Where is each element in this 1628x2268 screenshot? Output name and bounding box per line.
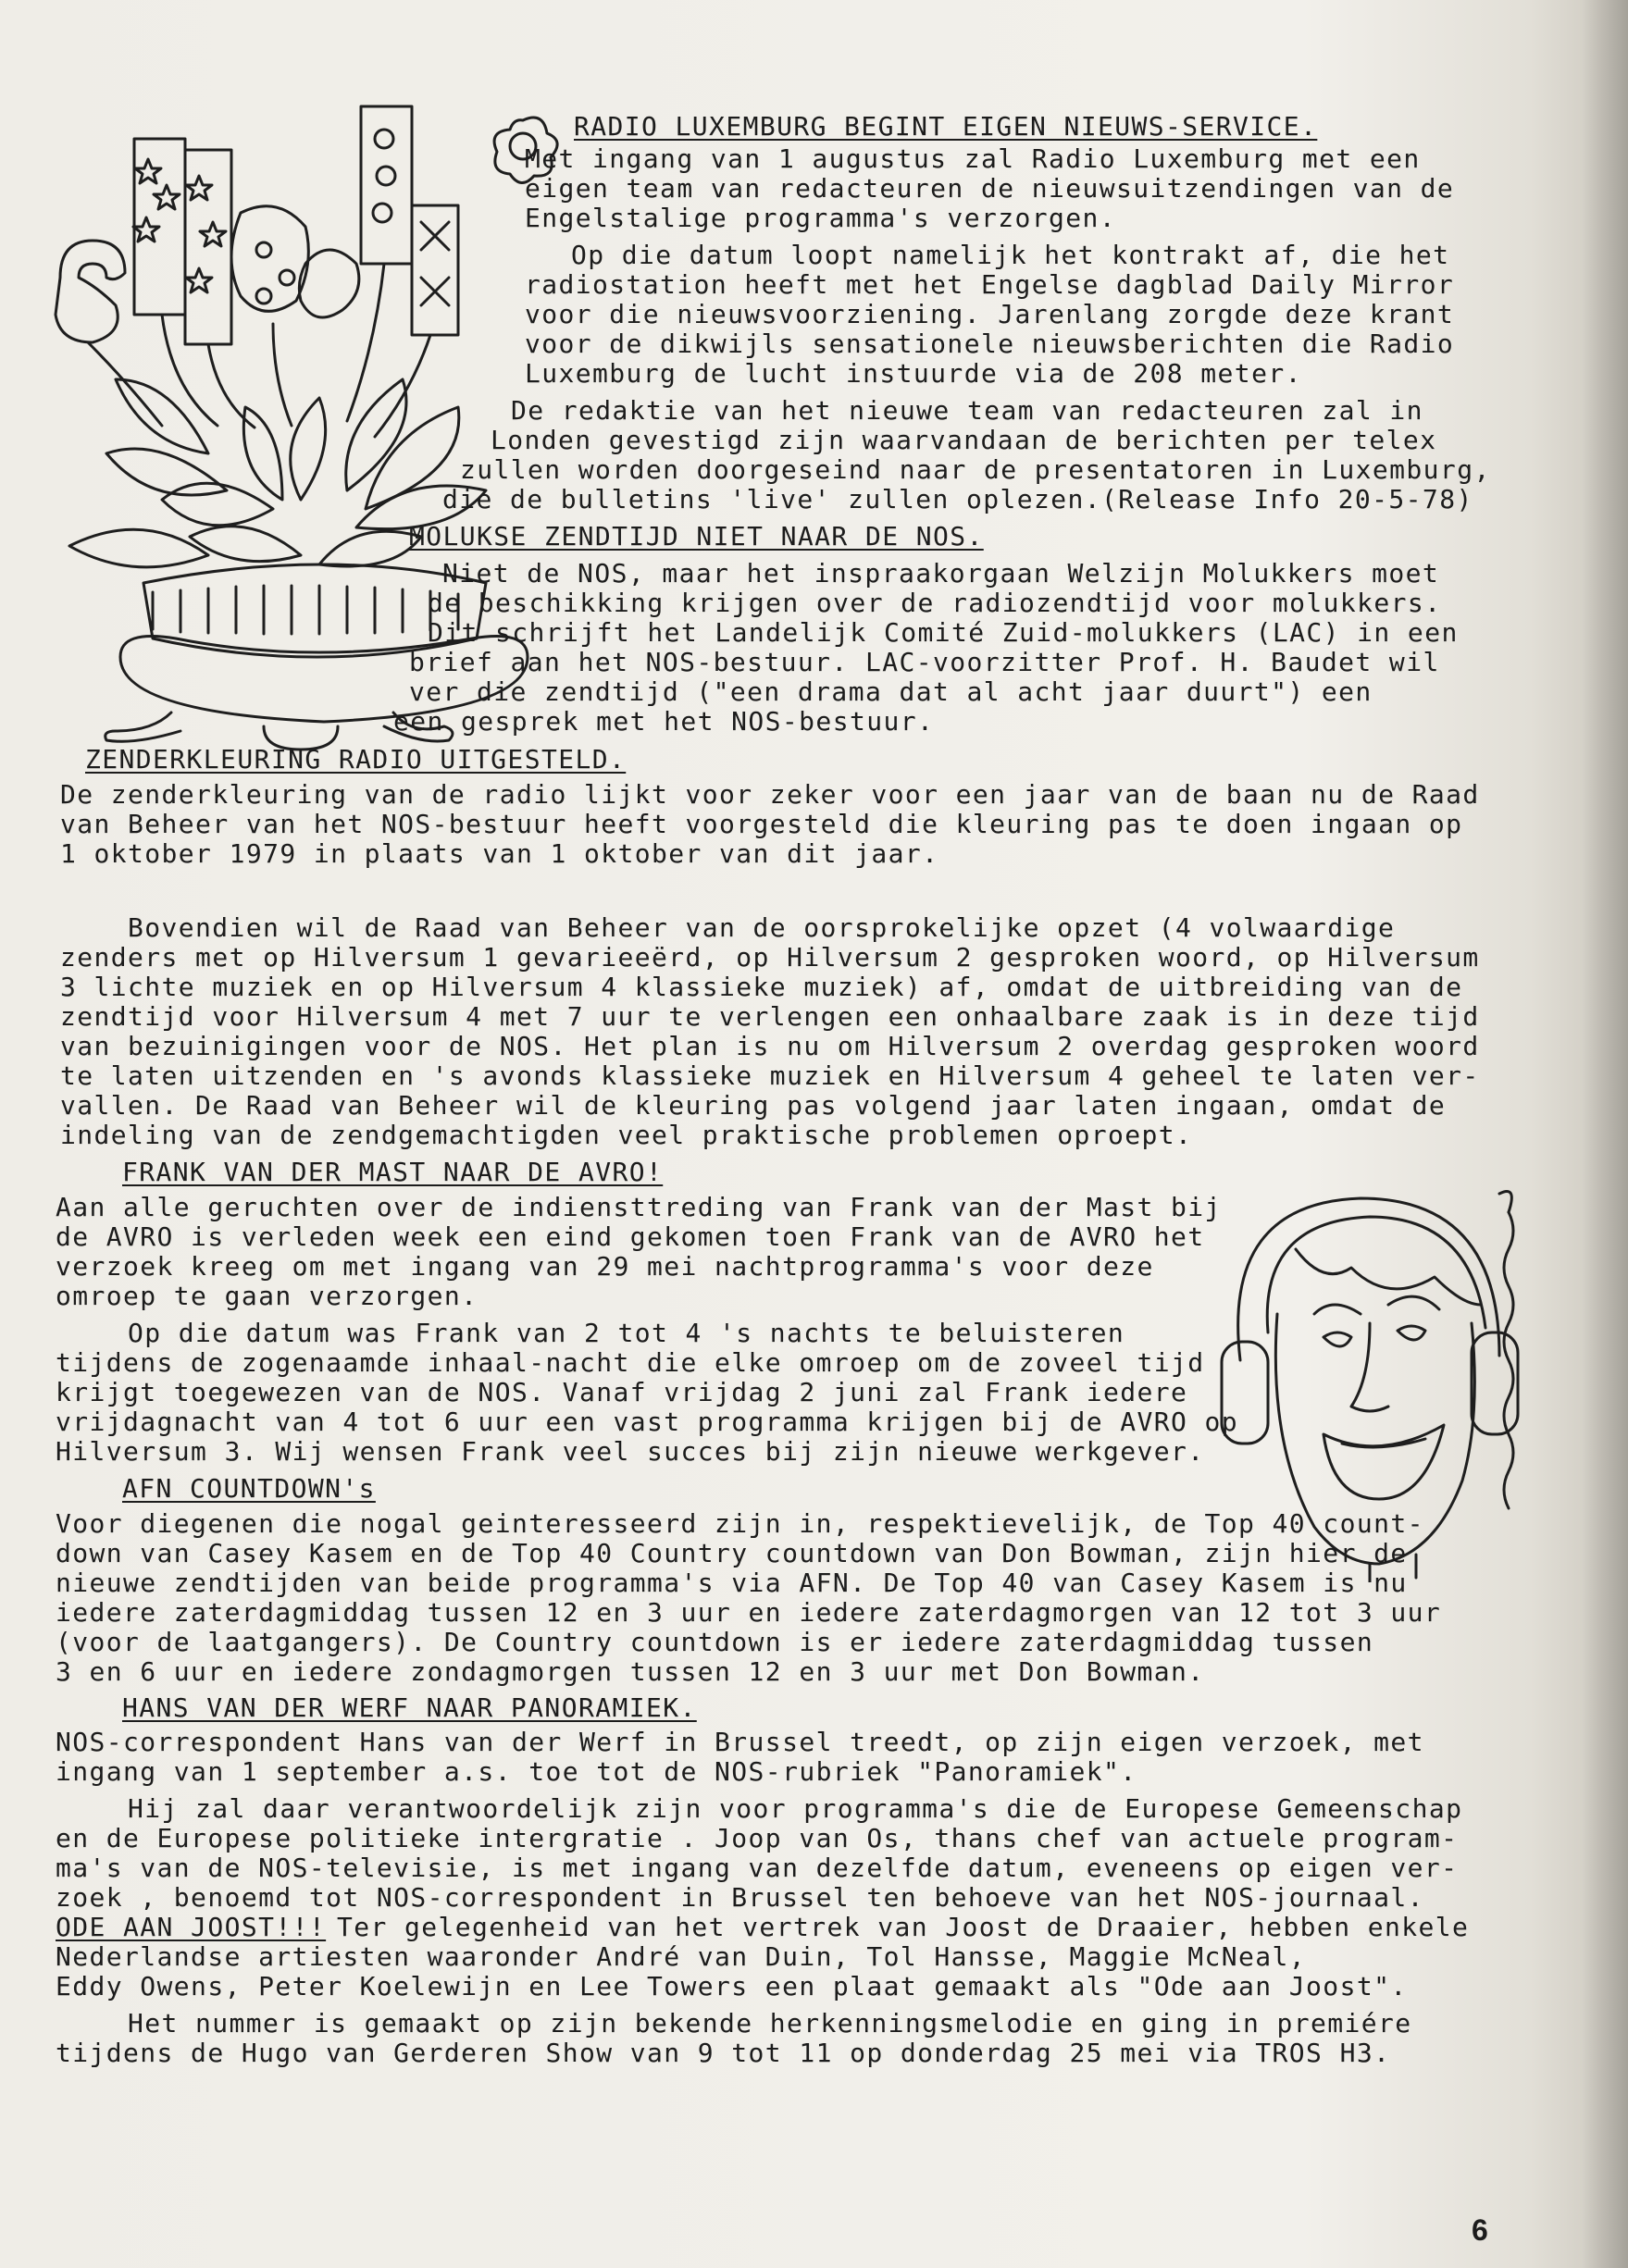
text-line: voor die nieuwsvoorziening. Jarenlang zorgde deze krant bbox=[525, 299, 1455, 329]
text-line: Het nummer is gemaakt op zijn bekende herkenningsmelodie en ging in premiére bbox=[128, 2008, 1412, 2039]
text-line: Nederlandse artiesten waaronder André van Duin, Tol Hansse, Maggie McNeal, bbox=[56, 1941, 1307, 1972]
text-line: Luxemburg de lucht instuurde via de 208 meter. bbox=[525, 358, 1302, 389]
section-heading: AFN COUNTDOWN's bbox=[122, 1473, 376, 1504]
text-line: Op die datum loopt namelijk het kontrakt af, die het bbox=[571, 240, 1450, 270]
text-line: 1 oktober 1979 in plaats van 1 oktober van dit jaar. bbox=[60, 838, 939, 869]
text-line: iedere zaterdagmiddag tussen 12 en 3 uur en iedere zaterdagmorgen van 12 tot 3 uur bbox=[56, 1597, 1442, 1628]
text-line: omroep te gaan verzorgen. bbox=[56, 1281, 478, 1311]
text-line: Hilversum 3. Wij wensen Frank veel succes bij zijn nieuwe werkgever. bbox=[56, 1436, 1205, 1467]
text-line: de beschikking krijgen over de radiozendtijd voor molukkers. bbox=[428, 588, 1442, 618]
text-line: een gesprek met het NOS-bestuur. bbox=[393, 706, 935, 737]
section-heading: RADIO LUXEMBURG BEGINT EIGEN NIEUWS-SERVICE. bbox=[574, 111, 1318, 142]
text-line: (voor de laatgangers). De Country countdown is er iedere zaterdagmiddag tussen bbox=[56, 1627, 1374, 1657]
text-line: ma's van de NOS-televisie, is met ingang van dezelfde datum, eveneens op eigen ver- bbox=[56, 1853, 1459, 1883]
text-line: NOS-correspondent Hans van der Werf in Brussel treedt, op zijn eigen verzoek, met bbox=[56, 1727, 1424, 1757]
text-line: voor de dikwijls sensationele nieuwsberichten die Radio bbox=[525, 328, 1455, 359]
text-line: ver die zendtijd ("een drama dat al acht jaar duurt") een bbox=[409, 676, 1373, 707]
page-number: 6 bbox=[1472, 2213, 1488, 2247]
text-line: De redaktie van het nieuwe team van redacteuren zal in bbox=[511, 395, 1423, 426]
text-line: eigen team van redacteuren de nieuwsuitzendingen van de bbox=[525, 173, 1455, 204]
text-line: van bezuinigingen voor de NOS. Het plan is nu om Hilversum 2 overdag gesproken woord bbox=[60, 1031, 1480, 1061]
text-line: indeling van de zendgemachtigden veel praktische problemen oproept. bbox=[60, 1120, 1193, 1150]
text-line: zendtijd voor Hilversum 4 met 7 uur te verlengen een onhaalbare zaak is in deze tijd bbox=[60, 1001, 1480, 1032]
text-line: Voor diegenen die nogal geinteresseerd zijn in, respektievelijk, de Top 40 count- bbox=[56, 1508, 1424, 1539]
text-line: 3 en 6 uur en iedere zondagmorgen tussen 12 en 3 uur met Don Bowman. bbox=[56, 1656, 1205, 1687]
text-line: tijdens de Hugo van Gerderen Show van 9 tot 11 op donderdag 25 mei via TROS H3. bbox=[56, 2038, 1391, 2068]
text-line: van Beheer van het NOS-bestuur heeft voorgesteld die kleuring pas te doen ingaan op bbox=[60, 809, 1463, 839]
text-line: Niet de NOS, maar het inspraakorgaan Welzijn Molukkers moet bbox=[442, 558, 1440, 589]
text-line: Aan alle geruchten over de indiensttreding van Frank van der Mast bij bbox=[56, 1192, 1222, 1222]
section-heading: MOLUKSE ZENDTIJD NIET NAAR DE NOS. bbox=[409, 521, 984, 552]
text-line: brief aan het NOS-bestuur. LAC-voorzitter Prof. H. Baudet wil bbox=[409, 647, 1440, 677]
section-heading: HANS VAN DER WERF NAAR PANORAMIEK. bbox=[122, 1692, 697, 1723]
text-line: die de bulletins 'live' zullen oplezen.(Release Info 20-5-78) bbox=[442, 484, 1473, 514]
text-line: zenders met op Hilversum 1 gevarieeërd, op Hilversum 2 gesproken woord, op Hilversum bbox=[60, 942, 1480, 973]
text-line: Hij zal daar verantwoordelijk zijn voor programma's die de Europese Gemeenschap bbox=[128, 1793, 1463, 1824]
text-line: zoek , benoemd tot NOS-correspondent in Brussel ten behoeve van het NOS-journaal. bbox=[56, 1882, 1424, 1913]
text-line: Eddy Owens, Peter Koelewijn en Lee Towers een plaat gemaakt als "Ode aan Joost". bbox=[56, 1971, 1408, 2002]
text-line: down van Casey Kasem en de Top 40 Country countdown van Don Bowman, zijn hier de bbox=[56, 1538, 1408, 1568]
section-heading: ZENDERKLEURING RADIO UITGESTELD. bbox=[85, 744, 627, 775]
text-line: De zenderkleuring van de radio lijkt voor zeker voor een jaar van de baan nu de Raad bbox=[60, 779, 1480, 810]
text-line: Engelstalige programma's verzorgen. bbox=[525, 203, 1117, 233]
text-line: nieuwe zendtijden van beide programma's via AFN. De Top 40 van Casey Kasem is nu bbox=[56, 1568, 1408, 1598]
text-line: zullen worden doorgeseind naar de presentatoren in Luxemburg, bbox=[460, 454, 1491, 485]
text-line: verzoek kreeg om met ingang van 29 mei nachtprogramma's voor deze bbox=[56, 1251, 1154, 1282]
text-line: ingang van 1 september a.s. toe tot de NOS-rubriek "Panoramiek". bbox=[56, 1756, 1137, 1787]
text-line: 3 lichte muziek en op Hilversum 4 klassieke muziek) af, omdat de uitbreiding van de bbox=[60, 972, 1463, 1002]
text-line: Ter gelegenheid van het vertrek van Joost de Draaier, hebben enkele bbox=[337, 1912, 1470, 1942]
text-line: radiostation heeft met het Engelse dagblad Daily Mirror bbox=[525, 269, 1455, 300]
section-heading: ODE AAN JOOST!!! bbox=[56, 1912, 327, 1942]
text-line: vallen. De Raad van Beheer wil de kleuring pas volgend jaar laten ingaan, omdat de bbox=[60, 1090, 1447, 1121]
text-line: te laten uitzenden en 's avonds klassieke muziek en Hilversum 4 geheel te laten ver- bbox=[60, 1060, 1480, 1091]
text-line: Dit schrijft het Landelijk Comité Zuid-molukkers (LAC) in een bbox=[428, 617, 1459, 648]
text-line: en de Europese politieke intergratie . Joop van Os, thans chef van actuele program- bbox=[56, 1823, 1459, 1853]
text-line: Op die datum was Frank van 2 tot 4 's nachts te beluisteren bbox=[128, 1318, 1125, 1348]
text-line: krijgt toegewezen van de NOS. Vanaf vrijdag 2 juni zal Frank iedere bbox=[56, 1377, 1188, 1407]
page-fold-shadow bbox=[1582, 0, 1628, 2268]
text-line: Bovendien wil de Raad van Beheer van de oorsprokelijke opzet (4 volwaardige bbox=[128, 912, 1396, 943]
text-line: Met ingang van 1 augustus zal Radio Luxemburg met een bbox=[525, 143, 1421, 174]
section-heading: FRANK VAN DER MAST NAAR DE AVRO! bbox=[122, 1157, 664, 1187]
text-line: Londen gevestigd zijn waarvandaan de berichten per telex bbox=[491, 425, 1437, 455]
text-line: vrijdagnacht van 4 tot 6 uur een vast programma krijgen bij de AVRO op bbox=[56, 1407, 1239, 1437]
text-line: de AVRO is verleden week een eind gekomen toen Frank van de AVRO het bbox=[56, 1221, 1205, 1252]
text-line: tijdens de zogenaamde inhaal-nacht die elke omroep om de zoveel tijd bbox=[56, 1347, 1205, 1378]
